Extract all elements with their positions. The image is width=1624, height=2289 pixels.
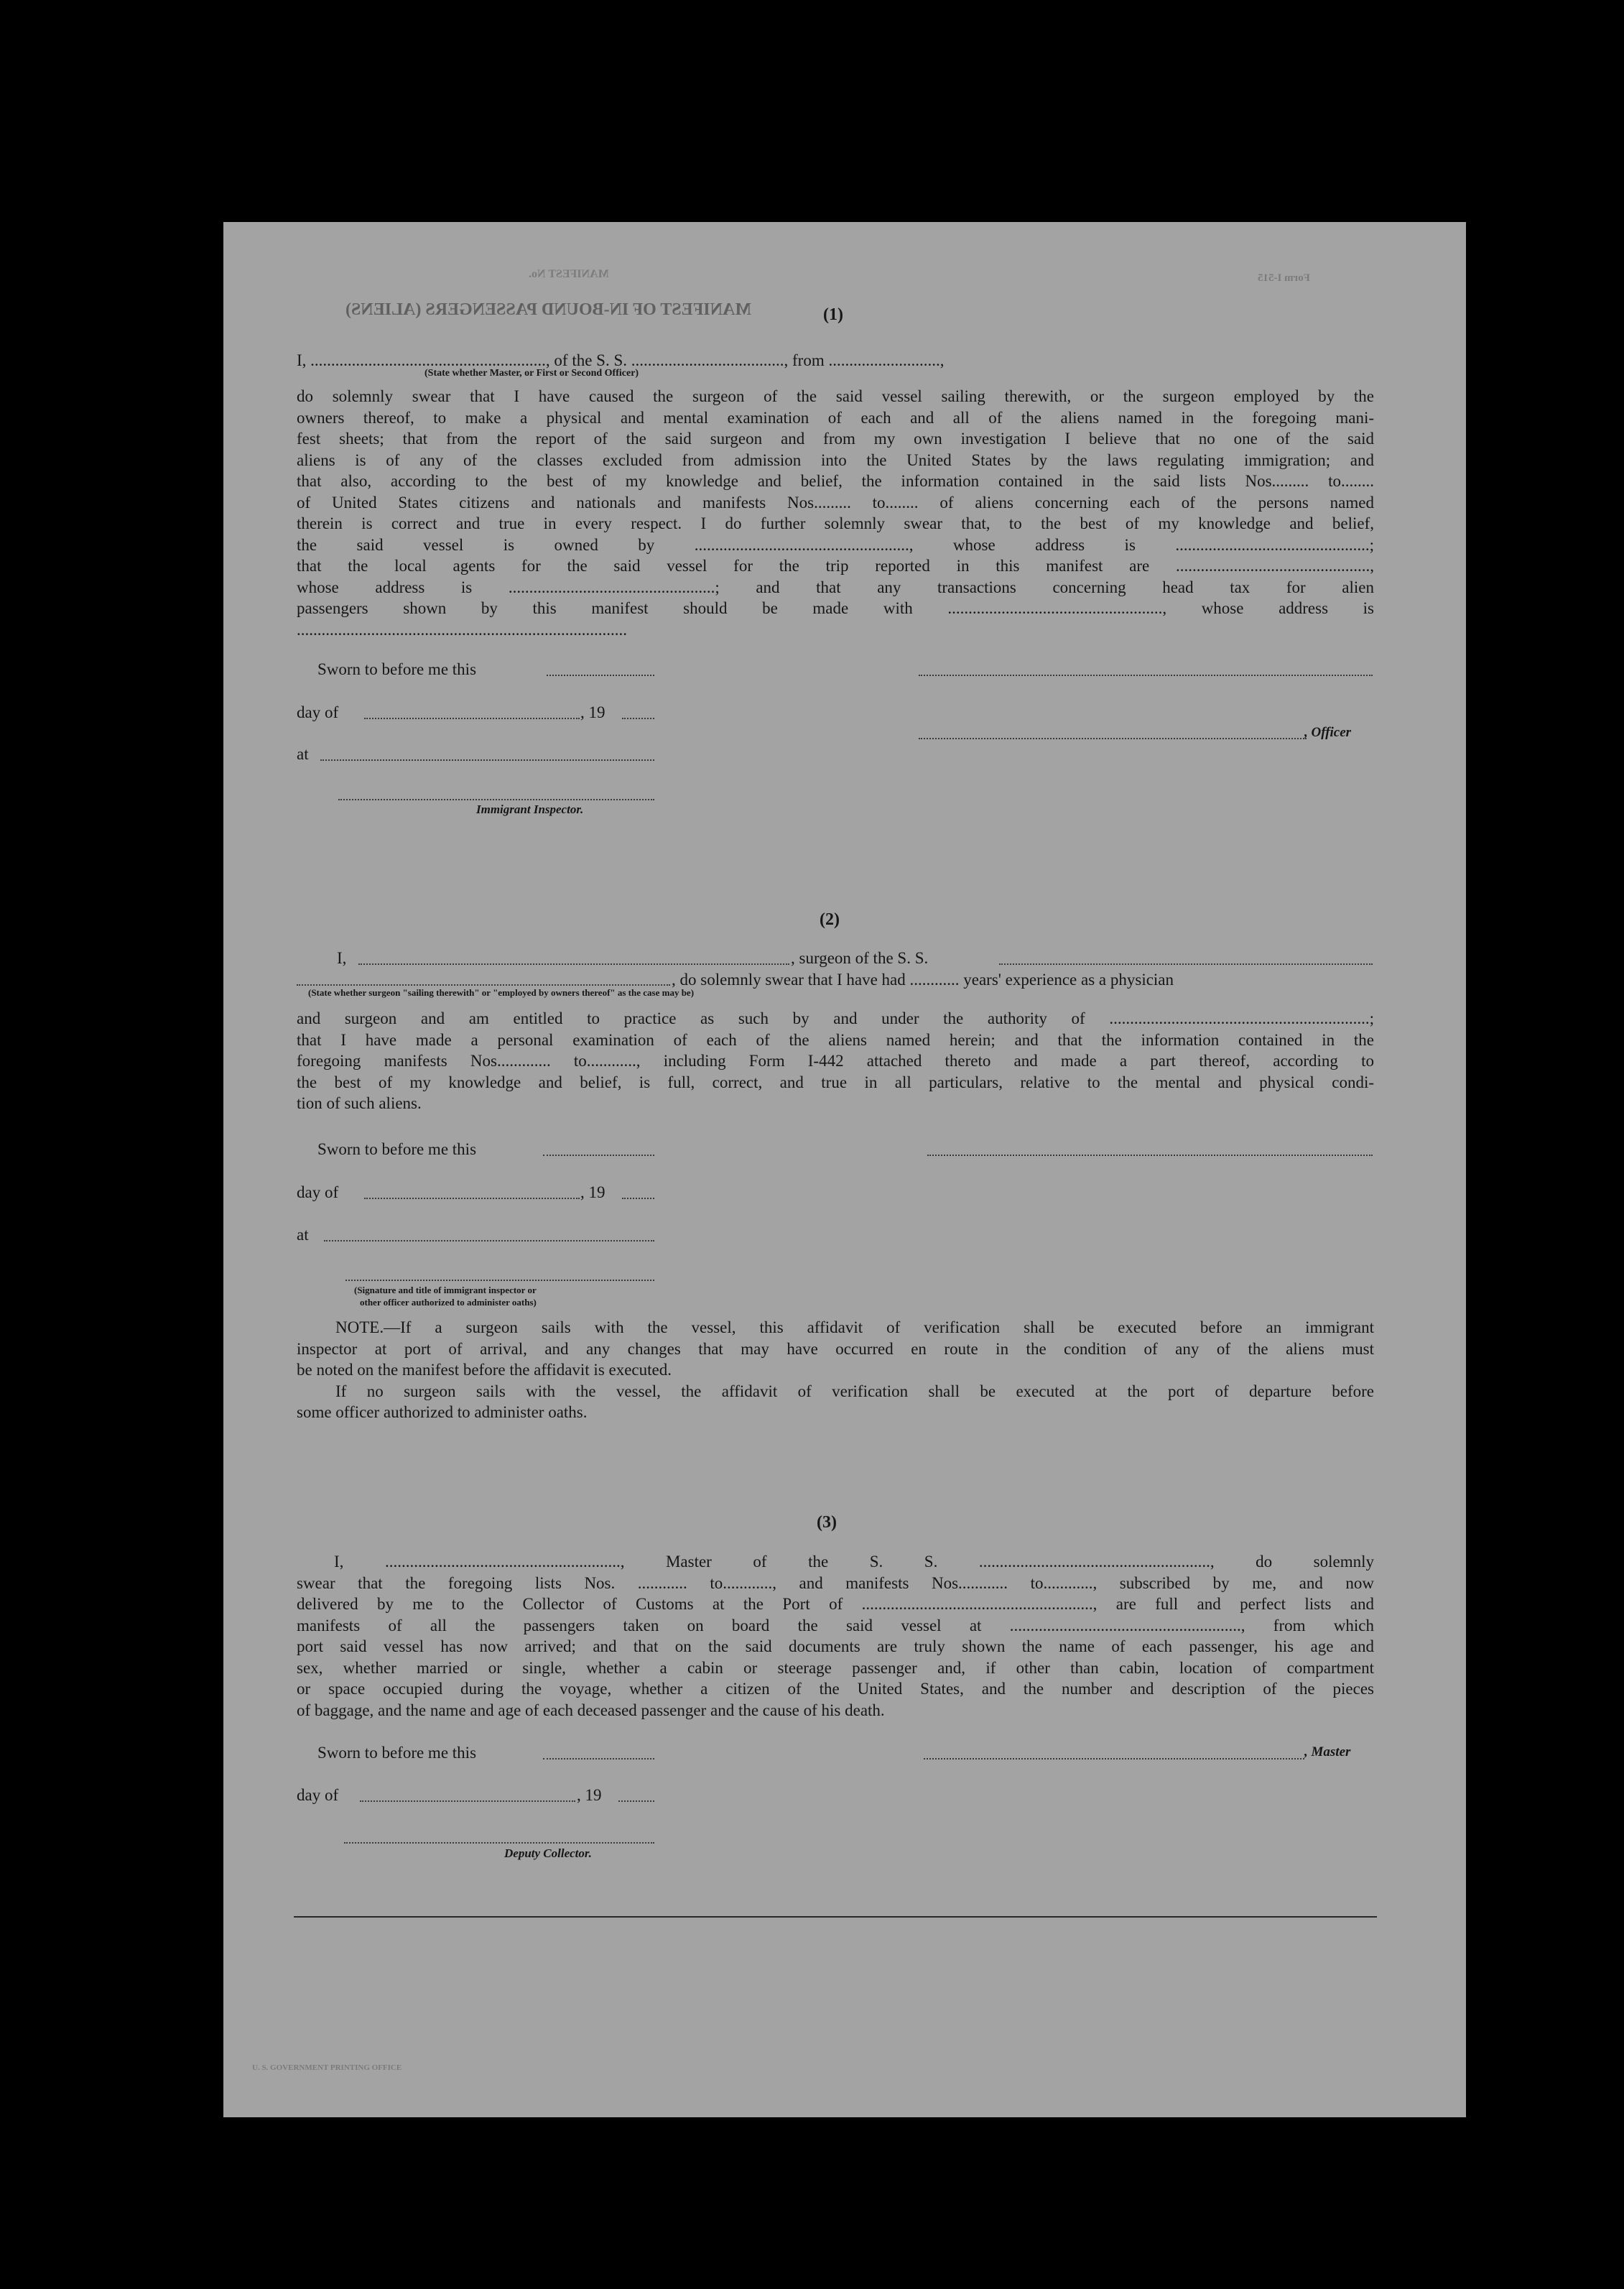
sworn-date-line-2 <box>543 1155 654 1156</box>
at-label-2: at <box>297 1226 309 1244</box>
surgeon-experience-line: , do solemnly swear that I have had ............ years' experience as a physician <box>672 971 1174 989</box>
section-2-paragraph: and surgeon and am entitled to practice as such by and under the authority of ...............................................................; that I have made a personal examination of each of the aliens named herein; and that the information contained in the foregoing manifests Nos............. to............, including Form I-442 attached thereto and made a part thereof, according to the best of my knowledge and belief, is full, correct, and true in all particulars, relative to the mental and physical condi- tion of such aliens. <box>297 1009 1374 1112</box>
year-line-2 <box>622 1198 654 1199</box>
surgeon-signature-line <box>927 1155 1373 1156</box>
year-line-3 <box>618 1800 654 1802</box>
sworn-date-line-1 <box>547 675 654 676</box>
year-label-3: , 19 <box>577 1786 602 1804</box>
at-label-1: at <box>297 745 309 763</box>
printer-imprint: U. S. GOVERNMENT PRINTING OFFICE <box>252 2063 402 2072</box>
surgeon-ship-line <box>999 963 1373 965</box>
bottom-rule <box>294 1916 1377 1918</box>
at-line-2 <box>324 1240 654 1241</box>
day-of-label-3: day of <box>297 1786 339 1804</box>
section-3-number: (3) <box>817 1513 837 1532</box>
surgeon-note: NOTE.—If a surgeon sails with the vessel, this affidavit of verification shall be executed before an immigrant inspector at port of arrival, and any changes that may have occurred en route in the condition of any of the aliens must be noted on the manifest before the affidavit is executed. If no surgeon sails with the vessel, the affidavit of verification shall be executed at the port of departure before some officer authorized to administer oaths. <box>297 1318 1374 1421</box>
master-title: , Master <box>1304 1744 1351 1759</box>
sworn-label-3: Sworn to before me this <box>317 1744 477 1762</box>
officer-title: , Officer <box>1304 725 1352 740</box>
immigrant-inspector-label: Immigrant Inspector. <box>476 803 584 816</box>
signature-instruction-2: other officer authorized to administer oaths) <box>360 1297 537 1308</box>
surgeon-status-line <box>297 984 670 986</box>
administering-officer-line <box>345 1280 654 1281</box>
section-1-number: (1) <box>823 305 843 324</box>
manifest-form-page <box>223 222 1466 2117</box>
inspector-signature-line <box>338 799 654 800</box>
surgeon-instruction-note: (State whether surgeon "sailing therewith" or "employed by owners thereof" as the case may be) <box>308 987 695 998</box>
form-number: Form I-515 <box>1258 272 1310 284</box>
officer-signature-line <box>919 738 1307 739</box>
at-line-1 <box>320 759 654 761</box>
manifest-number-label: MANIFEST No. <box>529 268 609 280</box>
day-of-label-1: day of <box>297 703 339 721</box>
deputy-collector-line <box>344 1842 654 1844</box>
surgeon-of-ss-label: , surgeon of the S. S. <box>791 949 929 967</box>
section-2-number: (2) <box>820 910 840 929</box>
officer-signature-line-top <box>919 675 1373 676</box>
year-line-1 <box>622 718 654 719</box>
section-3-paragraph: I, ........................................................., Master of the S. S. ........................................................, do solemnly swear that the foregoing lists Nos. ............ to............, and manifests Nos............ to............, subscribed by me, and now delivered by me to the Collector of Customs at the Port of ........................................................, are full and perfect lists and manifests of all the passengers taken on board the said vessel at ........................................................, from which port said vessel has now arrived; and that on the said documents are truly shown the name of each passenger, his age and sex, whether married or single, whether a cabin or steerage passenger and, if other than cabin, location of compartment or space occupied during the voyage, whether a citizen of the United States, and the number and description of the pieces of baggage, and the name and age of each deceased passenger and the cause of his death. <box>297 1553 1374 1719</box>
year-label-2: , 19 <box>580 1183 605 1201</box>
year-label-1: , 19 <box>580 703 605 721</box>
master-signature-line <box>924 1758 1304 1759</box>
section-1-oath-line: I, ........................................................., of the S. S. ....................................., from ..........................., <box>297 351 945 369</box>
officer-instruction-note: (State whether Master, or First or Second Officer) <box>424 368 639 379</box>
deputy-collector-label: Deputy Collector. <box>504 1846 592 1860</box>
day-of-line-3 <box>360 1800 575 1802</box>
sworn-label-1: Sworn to before me this <box>317 660 477 678</box>
surgeon-name-line <box>358 963 789 965</box>
day-of-line-2 <box>364 1198 580 1199</box>
day-of-label-2: day of <box>297 1183 339 1201</box>
section-1-paragraph: do solemnly swear that I have caused the surgeon of the said vessel sailing therewith, or the surgeon employed by the owners thereof, to make a physical and mental examination of each and all of the aliens named in the foregoing mani- fest sheets; that from the report of the said surgeon and from my own investigation I believe that no one of the said aliens is of any of the classes excluded from admission into the United States by the laws regulating immigration; and that also, according to the best of my knowledge and belief, the information contained in the said lists Nos......... to........ of United States citizens and nationals and manifests Nos......... to........ of aliens concerning each of the persons named therein is correct and true in every respect. I do further solemnly swear that, to the best of my knowledge and belief, the said vessel is owned by ...................................................., whose address is ...............................................; that the local agents for the said vessel for the trip reported in this manifest are ..............................................., whose address is ..................................................; and that any transactions concerning head tax for alien passengers shown by this manifest should be made with ...................................................., whose address is ................................................................................ <box>297 387 1374 639</box>
surgeon-i-label: I, <box>337 949 347 967</box>
day-of-line-1 <box>364 718 580 719</box>
sworn-date-line-3 <box>543 1758 654 1759</box>
mirrored-form-title: MANIFEST OF IN-BOUND PASSENGERS (ALIENS) <box>345 300 751 319</box>
signature-instruction-1: (Signature and title of immigrant inspector or <box>354 1285 537 1295</box>
sworn-label-2: Sworn to before me this <box>317 1140 477 1158</box>
